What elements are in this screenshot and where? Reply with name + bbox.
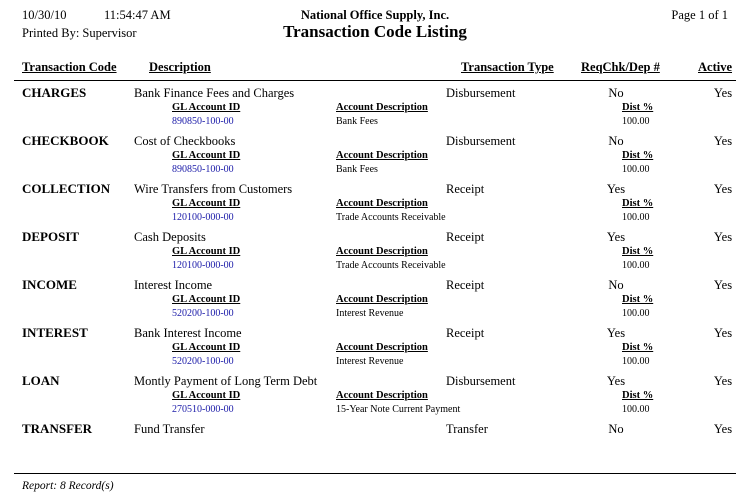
transaction-type: Receipt: [446, 182, 485, 196]
table-row: [14, 275, 736, 323]
detail-header-account-description: Account Description: [336, 198, 428, 209]
detail-header-account-description: Account Description: [336, 294, 428, 305]
reqchk-dep-value: No: [608, 86, 624, 100]
detail-header-dist-pct: Dist %: [622, 342, 654, 353]
detail-account-description: 15-Year Note Current Payment: [336, 404, 461, 415]
detail-row: [14, 308, 736, 322]
detail-gl-account-id: 120100-000-00: [172, 212, 234, 223]
table-row: [14, 371, 736, 419]
transaction-type: Receipt: [446, 230, 485, 244]
reqchk-dep-value: Yes: [606, 230, 626, 244]
detail-row: [14, 212, 736, 226]
transaction-code: DEPOSIT: [22, 229, 80, 244]
detail-dist-pct: 100.00: [622, 404, 650, 415]
column-header-transaction-type: Transaction Type: [461, 60, 554, 74]
report-date: 10/30/10: [22, 8, 67, 22]
detail-gl-account-id: 890850-100-00: [172, 164, 234, 175]
transaction-description: Interest Income: [134, 278, 213, 292]
active-value: Yes: [713, 278, 733, 292]
active-value: Yes: [713, 86, 733, 100]
detail-header-row: [14, 342, 736, 356]
reqchk-dep-value: No: [608, 134, 624, 148]
transaction-type: Receipt: [446, 278, 485, 292]
transaction-description: Bank Interest Income: [134, 326, 242, 340]
transaction-description: Cost of Checkbooks: [134, 134, 236, 148]
column-header-active: Active: [698, 60, 733, 74]
transaction-description: Bank Finance Fees and Charges: [134, 86, 295, 100]
active-value: Yes: [713, 326, 733, 340]
detail-header-row: [14, 246, 736, 260]
detail-gl-account-id: 520200-100-00: [172, 308, 234, 319]
detail-header-account-description: Account Description: [336, 390, 428, 401]
detail-header-gl-account-id: GL Account ID: [172, 150, 241, 161]
active-value: Yes: [713, 422, 733, 436]
transaction-code: CHARGES: [22, 85, 87, 100]
transaction-type: Receipt: [446, 326, 485, 340]
header-divider: [14, 80, 736, 81]
detail-header-dist-pct: Dist %: [622, 198, 654, 209]
page-title: Transaction Code Listing: [283, 22, 467, 41]
detail-header-account-description: Account Description: [336, 246, 428, 257]
detail-dist-pct: 100.00: [622, 260, 650, 271]
active-value: Yes: [713, 182, 733, 196]
reqchk-dep-value: Yes: [606, 326, 626, 340]
detail-row: [14, 260, 736, 274]
detail-header-dist-pct: Dist %: [622, 102, 654, 113]
detail-header-gl-account-id: GL Account ID: [172, 390, 241, 401]
detail-header-row: [14, 102, 736, 116]
reqchk-dep-value: Yes: [606, 374, 626, 388]
detail-account-description: Trade Accounts Receivable: [336, 212, 446, 223]
transaction-code: INTEREST: [22, 325, 88, 340]
detail-row: [14, 404, 736, 418]
table-row: [14, 179, 736, 227]
detail-dist-pct: 100.00: [622, 308, 650, 319]
detail-header-gl-account-id: GL Account ID: [172, 342, 241, 353]
active-value: Yes: [713, 374, 733, 388]
footer-divider: [14, 473, 736, 474]
detail-header-dist-pct: Dist %: [622, 150, 654, 161]
report-header-line2: [14, 24, 736, 48]
table-row: [14, 419, 736, 443]
detail-header-gl-account-id: GL Account ID: [172, 294, 241, 305]
company-name: National Office Supply, Inc.: [300, 8, 450, 22]
column-header-row: [14, 60, 736, 78]
detail-account-description: Interest Revenue: [336, 356, 404, 367]
transaction-code: COLLECTION: [22, 181, 111, 196]
transaction-type: Transfer: [446, 422, 488, 436]
detail-header-account-description: Account Description: [336, 150, 428, 161]
detail-dist-pct: 100.00: [622, 116, 650, 127]
detail-header-gl-account-id: GL Account ID: [172, 198, 241, 209]
detail-header-row: [14, 294, 736, 308]
transaction-code: TRANSFER: [22, 421, 93, 436]
transaction-description: Wire Transfers from Customers: [134, 182, 293, 196]
printed-by: Printed By: Supervisor: [22, 26, 137, 40]
page-number: Page 1 of 1: [671, 8, 728, 22]
table-row: [14, 227, 736, 275]
reqchk-dep-value: No: [608, 422, 624, 436]
detail-header-dist-pct: Dist %: [622, 294, 654, 305]
column-header-reqchk-dep: ReqChk/Dep #: [581, 60, 660, 74]
detail-gl-account-id: 120100-000-00: [172, 260, 234, 271]
transaction-code: CHECKBOOK: [22, 133, 109, 148]
column-header-description: Description: [149, 60, 211, 74]
transaction-type: Disbursement: [446, 86, 516, 100]
detail-header-dist-pct: Dist %: [622, 390, 654, 401]
detail-dist-pct: 100.00: [622, 212, 650, 223]
transaction-code: INCOME: [22, 277, 77, 292]
transaction-description: Fund Transfer: [134, 422, 205, 436]
detail-header-gl-account-id: GL Account ID: [172, 102, 241, 113]
detail-row: [14, 356, 736, 370]
detail-dist-pct: 100.00: [622, 164, 650, 175]
report-body: [14, 83, 736, 443]
transaction-description: Cash Deposits: [134, 230, 206, 244]
detail-gl-account-id: 890850-100-00: [172, 116, 234, 127]
table-row: [14, 131, 736, 179]
record-count: Report: 8 Record(s): [22, 480, 114, 492]
reqchk-dep-value: No: [608, 278, 624, 292]
table-row: [14, 323, 736, 371]
detail-gl-account-id: 270510-000-00: [172, 404, 234, 415]
detail-header-account-description: Account Description: [336, 342, 428, 353]
active-value: Yes: [713, 134, 733, 148]
detail-account-description: Bank Fees: [336, 164, 378, 175]
column-header-transaction-code: Transaction Code: [22, 60, 117, 74]
detail-header-row: [14, 390, 736, 404]
active-value: Yes: [713, 230, 733, 244]
detail-header-row: [14, 150, 736, 164]
detail-row: [14, 116, 736, 130]
detail-account-description: Trade Accounts Receivable: [336, 260, 446, 271]
transaction-type: Disbursement: [446, 134, 516, 148]
detail-row: [14, 164, 736, 178]
detail-header-dist-pct: Dist %: [622, 246, 654, 257]
transaction-code: LOAN: [22, 373, 60, 388]
detail-dist-pct: 100.00: [622, 356, 650, 367]
transaction-description: Montly Payment of Long Term Debt: [134, 374, 318, 388]
detail-account-description: Interest Revenue: [336, 308, 404, 319]
detail-header-row: [14, 198, 736, 212]
transaction-type: Disbursement: [446, 374, 516, 388]
report-time: 11:54:47 AM: [104, 8, 171, 22]
table-row: [14, 83, 736, 131]
detail-gl-account-id: 520200-100-00: [172, 356, 234, 367]
detail-header-account-description: Account Description: [336, 102, 428, 113]
detail-account-description: Bank Fees: [336, 116, 378, 127]
reqchk-dep-value: Yes: [606, 182, 626, 196]
detail-header-gl-account-id: GL Account ID: [172, 246, 241, 257]
